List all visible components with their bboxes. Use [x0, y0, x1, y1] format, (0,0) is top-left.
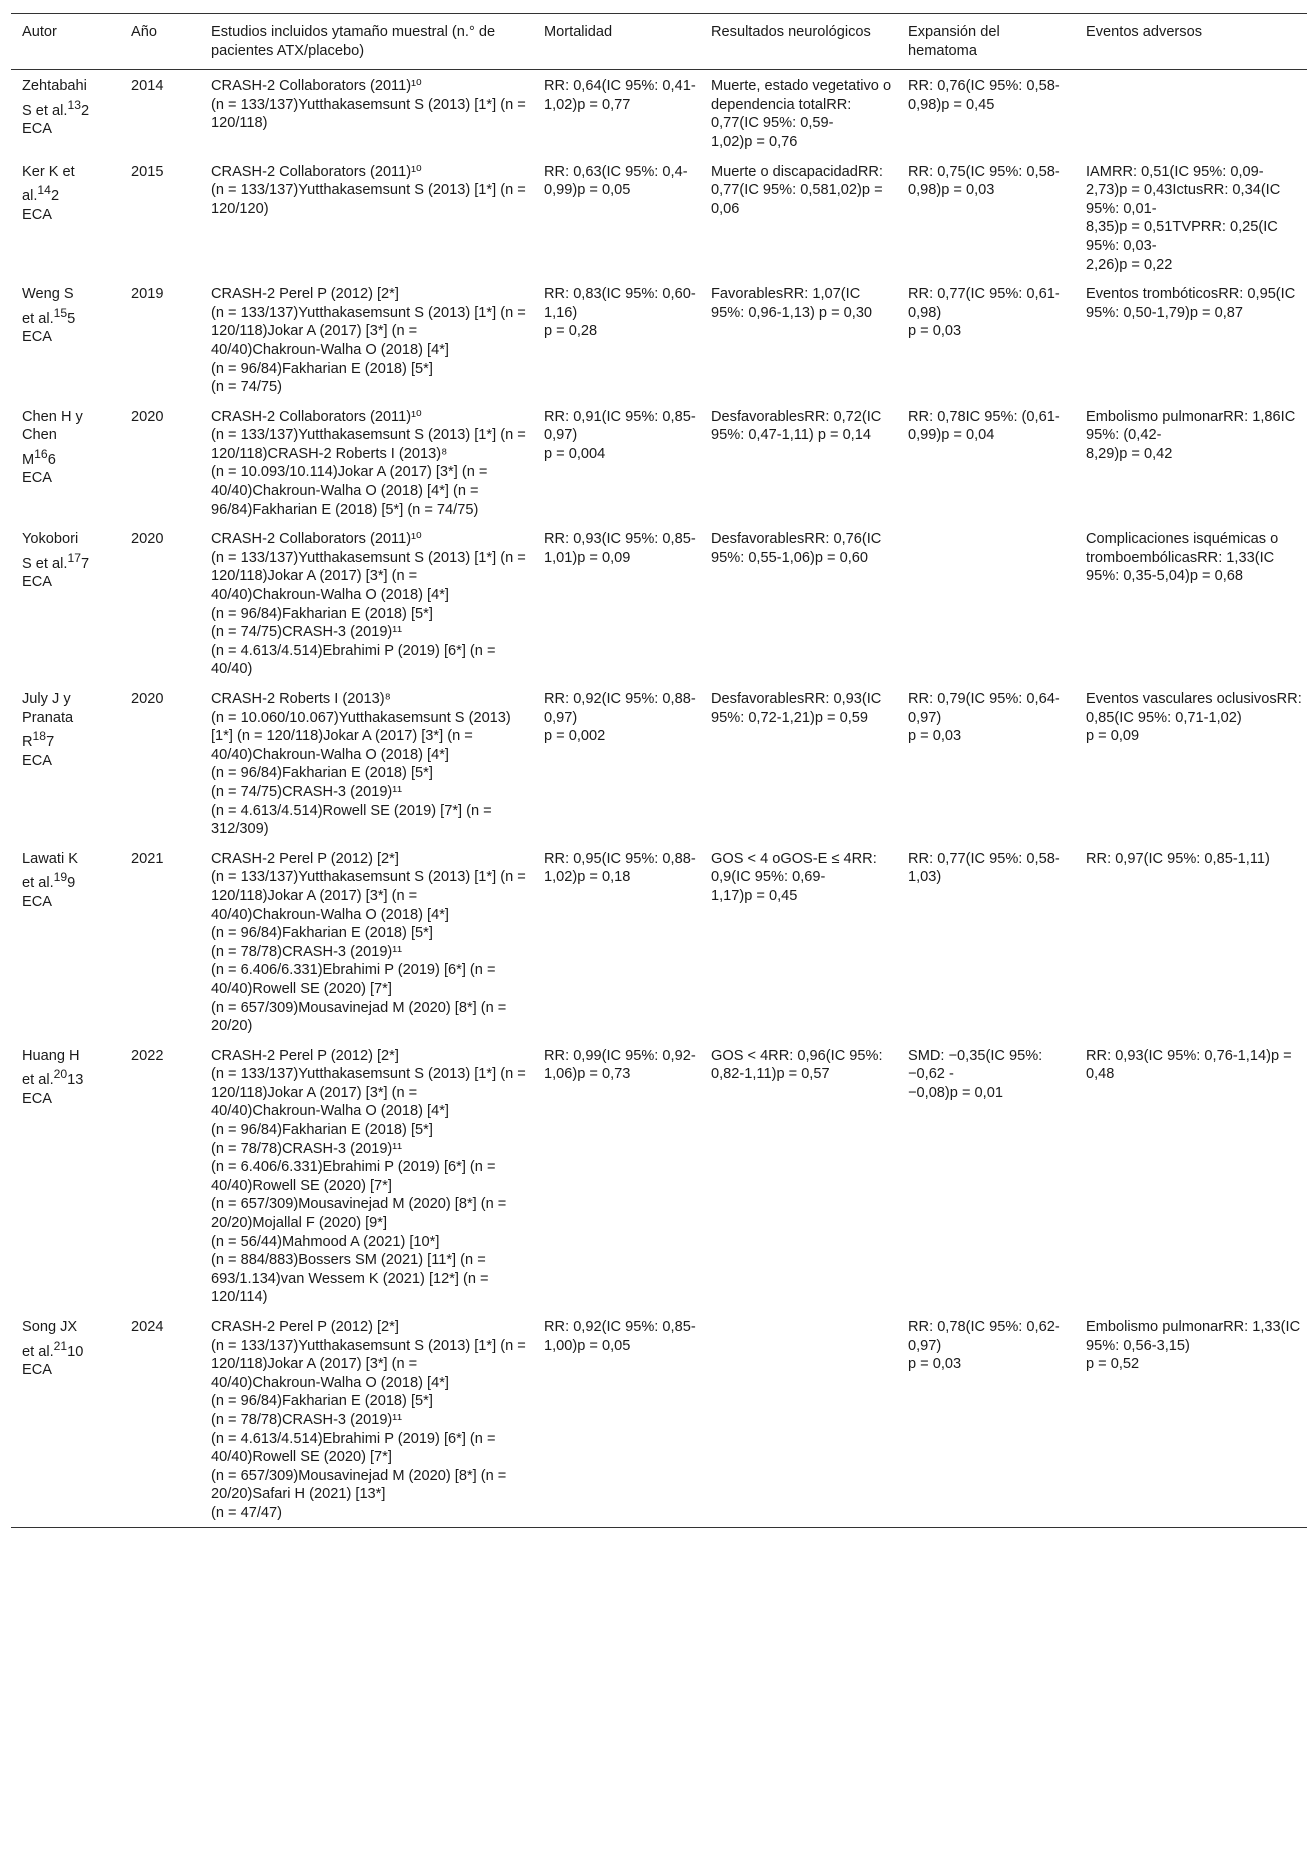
header-adversos: Eventos adversos: [1086, 24, 1203, 40]
cell-estudios: CRASH-2 Perel P (2012) [2*] (n = 133/137)Yutthakasemsunt S (2013) [1*] (n = 120/118)Jokar A (2017) [3*] (n = 40/40)Chakroun-Walha O (2018) [4*] (n = 96/84)Fakharian E (2018) [5*] (n = 78/78)CRASH-3 (2019)¹¹ (n = 4.613/4.514)Ebrahimi P (2019) [6*] (n = 40/40)Rowell SE (2020) [7*] (n = 657/309)Mousavinejad M (2020) [8*] (n = 20/20)Safari H (2021) [13*] (n = 47/47): [211, 1319, 526, 1521]
table-row: [11, 683, 1307, 843]
table-row: [11, 1040, 1307, 1311]
cell-autor: Ker K et al.$^{14}$2 ECA: [22, 163, 75, 223]
table-body: [11, 70, 1307, 1527]
cell-anio: 2022: [131, 1047, 164, 1064]
cell-mortalidad: RR: 0,92(IC 95%: 0,88-0,97) p = 0,002: [544, 691, 696, 745]
cell-mortalidad: RR: 0,93(IC 95%: 0,85- 1,01)p = 0,09: [544, 531, 696, 566]
cell-neurologicos: DesfavorablesRR: 0,76(IC 95%: 0,55-1,06)p = 0,60: [711, 531, 882, 566]
cell-estudios: CRASH-2 Roberts I (2013)⁸ (n = 10.060/10.067)Yutthakasemsunt S (2013) [1*] (n = 120/118)Jokar A (2017) [3*] (n = 40/40)Chakroun-Walha O (2018) [4*] (n = 96/84)Fakharian E (2018) [5*] (n = 74/75)CRASH-3 (2019)¹¹ (n = 4.613/4.514)Rowell SE (2019) [7*] (n = 312/309): [211, 691, 511, 838]
cell-adversos: RR: 0,97(IC 95%: 0,85-1,11): [1086, 850, 1270, 867]
cell-autor: Zehtabahi S et al.$^{13}$2 ECA: [22, 78, 90, 138]
cell-neurologicos: DesfavorablesRR: 0,72(IC 95%: 0,47-1,11) p = 0,14: [711, 408, 882, 444]
cell-neurologicos: FavorablesRR: 1,07(IC 95%: 0,96-1,13) p = 0,30: [711, 286, 873, 321]
cell-neurologicos: [700, 1311, 897, 1527]
cell-estudios: CRASH-2 Collaborators (2011)¹⁰ (n = 133/137)Yutthakasemsunt S (2013) [1*] (n = 120/118): [211, 78, 526, 132]
header-hematoma: Expansión del hematoma: [908, 24, 1000, 59]
cell-anio: 2019: [131, 286, 164, 303]
cell-adversos: Eventos vasculares oclusivosRR: 0,85(IC 95%: 0,71-1,02) p = 0,09: [1086, 691, 1302, 745]
header-estudios: Estudios incluidos ytamaño muestral (n.° de pacientes ATX/placebo): [211, 24, 496, 59]
cell-mortalidad: RR: 0,91(IC 95%: 0,85-0,97) p = 0,004: [544, 408, 696, 462]
cell-estudios: CRASH-2 Collaborators (2011)¹⁰ (n = 133/137)Yutthakasemsunt S (2013) [1*] (n = 120/118)CRASH-2 Roberts I (2013)⁸ (n = 10.093/10.114)Jokar A (2017) [3*] (n = 40/40)Chakroun-Walha O (2018) [4*] (n = 96/84)Fakharian E (2018) [5*] (n = 74/75): [211, 408, 526, 518]
cell-anio: 2020: [131, 408, 164, 425]
cell-adversos: [1075, 70, 1307, 156]
cell-hematoma: RR: 0,77(IC 95%: 0,58-1,03): [908, 850, 1060, 886]
cell-anio: 2021: [131, 850, 164, 867]
cell-hematoma: RR: 0,77(IC 95%: 0,61-0,98) p = 0,03: [908, 286, 1060, 340]
header-autor: Autor: [22, 24, 57, 40]
header-mortalidad: Mortalidad: [544, 24, 613, 40]
meta-analysis-table: [11, 13, 1307, 1528]
header-neurologicos: Resultados neurológicos: [711, 24, 871, 40]
table-row: [11, 1311, 1307, 1527]
cell-autor: Yokobori S et al.$^{17}$7 ECA: [22, 531, 90, 591]
cell-estudios: CRASH-2 Perel P (2012) [2*] (n = 133/137)Yutthakasemsunt S (2013) [1*] (n = 120/118)Jokar A (2017) [3*] (n = 40/40)Chakroun-Walha O (2018) [4*] (n = 96/84)Fakharian E (2018) [5*] (n = 78/78)CRASH-3 (2019)¹¹ (n = 6.406/6.331)Ebrahimi P (2019) [6*] (n = 40/40)Rowell SE (2020) [7*] (n = 657/309)Mousavinejad M (2020) [8*] (n = 20/20)Mojallal F (2020) [9*] (n = 56/44)Mahmood A (2021) [10*] (n = 884/883)Bossers SM (2021) [11*] (n = 693/1.134)van Wessem K (2021) [12*] (n = 120/114): [211, 1047, 526, 1306]
table-row: [11, 401, 1307, 524]
cell-autor: Weng S et al.$^{15}$5 ECA: [22, 286, 76, 346]
cell-estudios: CRASH-2 Collaborators (2011)¹⁰ (n = 133/137)Yutthakasemsunt S (2013) [1*] (n = 120/118)Jokar A (2017) [3*] (n = 40/40)Chakroun-Walha O (2018) [4*] (n = 96/84)Fakharian E (2018) [5*] (n = 74/75)CRASH-3 (2019)¹¹ (n = 4.613/4.514)Ebrahimi P (2019) [6*] (n = 40/40): [211, 531, 526, 678]
cell-mortalidad: RR: 0,63(IC 95%: 0,4- 0,99)p = 0,05: [544, 163, 688, 199]
cell-hematoma: RR: 0,76(IC 95%: 0,58- 0,98)p = 0,45: [908, 78, 1060, 113]
cell-neurologicos: Muerte, estado vegetativo o dependencia totalRR: 0,77(IC 95%: 0,59- 1,02)p = 0,76: [711, 78, 892, 150]
cell-hematoma: RR: 0,79(IC 95%: 0,64-0,97) p = 0,03: [908, 691, 1060, 745]
cell-neurologicos: Muerte o discapacidadRR: 0,77(IC 95%: 0,581,02)p = 0,06: [711, 163, 883, 217]
cell-hematoma: RR: 0,78(IC 95%: 0,62-0,97) p = 0,03: [908, 1319, 1060, 1373]
table-row: [11, 523, 1307, 683]
cell-adversos: RR: 0,93(IC 95%: 0,76-1,14)p = 0,48: [1086, 1047, 1292, 1083]
table-row: [11, 278, 1307, 401]
cell-anio: 2024: [131, 1319, 164, 1335]
table-row: [11, 156, 1307, 279]
cell-autor: July J y Pranata $R^{18}7$ ECA: [22, 691, 74, 769]
cell-adversos: Eventos trombóticosRR: 0,95(IC 95%: 0,50-1,79)p = 0,87: [1086, 286, 1296, 321]
header-anio: Año: [131, 24, 157, 40]
cell-neurologicos: GOS < 4RR: 0,96(IC 95%: 0,82-1,11)p = 0,57: [711, 1047, 883, 1083]
cell-adversos: Embolismo pulmonarRR: 1,86IC 95%: (0,42- 8,29)p = 0,42: [1086, 408, 1296, 462]
cell-estudios: CRASH-2 Collaborators (2011)¹⁰ (n = 133/137)Yutthakasemsunt S (2013) [1*] (n = 120/120): [211, 163, 526, 217]
cell-anio: 2020: [131, 531, 164, 548]
cell-anio: 2020: [131, 691, 164, 707]
cell-adversos: IAMRR: 0,51(IC 95%: 0,09- 2,73)p = 0,43IctusRR: 0,34(IC 95%: 0,01- 8,35)p = 0,51TVPRR: 0,25(IC 95%: 0,03- 2,26)p = 0,22: [1086, 163, 1281, 273]
cell-adversos: Embolismo pulmonarRR: 1,33(IC 95%: 0,56-3,15) p = 0,52: [1086, 1319, 1301, 1373]
cell-hematoma: RR: 0,75(IC 95%: 0,58- 0,98)p = 0,03: [908, 163, 1060, 199]
cell-neurologicos: GOS < 4 oGOS-E ≤ 4RR: 0,9(IC 95%: 0,69- 1,17)p = 0,45: [711, 850, 877, 904]
cell-hematoma: RR: 0,78IC 95%: (0,61- 0,99)p = 0,04: [908, 408, 1060, 444]
cell-mortalidad: RR: 0,83(IC 95%: 0,60-1,16) p = 0,28: [544, 286, 696, 340]
cell-estudios: CRASH-2 Perel P (2012) [2*] (n = 133/137)Yutthakasemsunt S (2013) [1*] (n = 120/118)Jokar A (2017) [3*] (n = 40/40)Chakroun-Walha O (2018) [4*] (n = 96/84)Fakharian E (2018) [5*] (n = 78/78)CRASH-3 (2019)¹¹ (n = 6.406/6.331)Ebrahimi P (2019) [6*] (n = 40/40)Rowell SE (2020) [7*] (n = 657/309)Mousavinejad M (2020) [8*] (n = 20/20): [211, 850, 526, 1035]
cell-mortalidad: RR: 0,99(IC 95%: 0,92- 1,06)p = 0,73: [544, 1047, 696, 1083]
cell-anio: 2015: [131, 163, 164, 180]
cell-hematoma: [897, 523, 1075, 683]
cell-hematoma: SMD: −0,35(IC 95%: −0,62 - −0,08)p = 0,01: [908, 1047, 1043, 1101]
cell-mortalidad: RR: 0,95(IC 95%: 0,88- 1,02)p = 0,18: [544, 850, 696, 886]
cell-autor: Huang H et al.$^{20}$13 ECA: [22, 1047, 84, 1107]
cell-mortalidad: RR: 0,64(IC 95%: 0,41- 1,02)p = 0,77: [544, 78, 696, 113]
table-header: [11, 14, 1307, 70]
cell-autor: Lawati K et al.$^{19}$9 ECA: [22, 850, 78, 910]
table-row: [11, 70, 1307, 156]
cell-anio: 2014: [131, 78, 164, 95]
cell-mortalidad: RR: 0,92(IC 95%: 0,85- 1,00)p = 0,05: [544, 1319, 696, 1354]
cell-autor: Chen H y Chen $M^{16}6$ ECA: [22, 408, 83, 487]
header-row: [11, 14, 1307, 70]
cell-adversos: Complicaciones isquémicas o tromboembólicasRR: 1,33(IC 95%: 0,35-5,04)p = 0,68: [1086, 531, 1279, 585]
cell-autor: Song JX et al.$^{21}$10 ECA: [22, 1319, 84, 1379]
cell-estudios: CRASH-2 Perel P (2012) [2*] (n = 133/137)Yutthakasemsunt S (2013) [1*] (n = 120/118)Jokar A (2017) [3*] (n = 40/40)Chakroun-Walha O (2018) [4*] (n = 96/84)Fakharian E (2018) [5*] (n = 74/75): [211, 286, 526, 396]
table-row: [11, 843, 1307, 1040]
cell-neurologicos: DesfavorablesRR: 0,93(IC 95%: 0,72-1,21)p = 0,59: [711, 691, 882, 726]
